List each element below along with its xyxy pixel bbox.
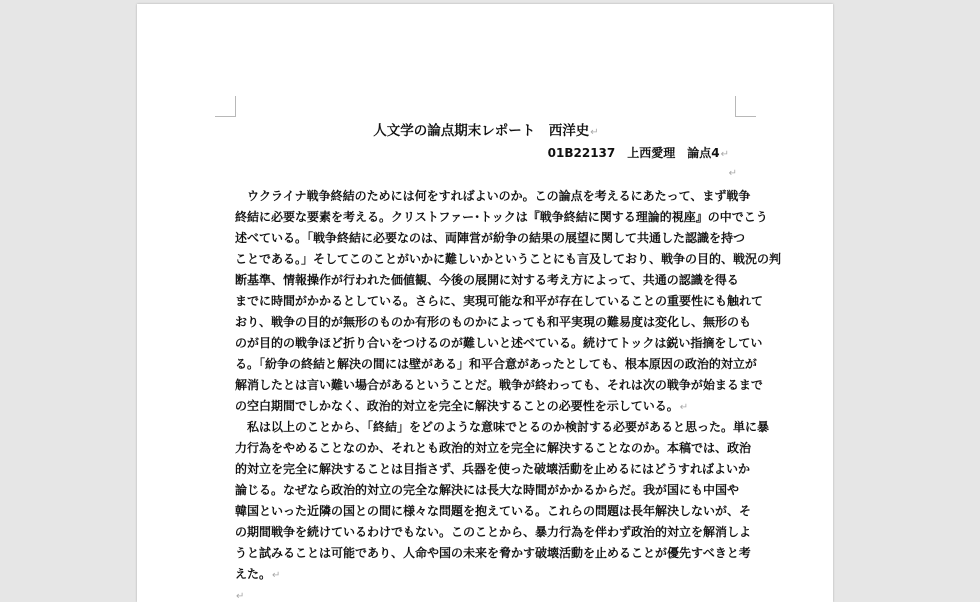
paragraph-mark: ↵ (272, 570, 281, 581)
text-line: うと試みることは可能であり、人命や国の未来を脅かす破壊活動を止めることが優先すべきと考 (235, 546, 751, 560)
text-line: 断基準、情報操作が行われた価値観、今後の展開に対する考え方によって、共通の認識を得る (235, 273, 739, 287)
empty-paragraph (235, 585, 737, 602)
text-line: のが目的の戦争ほど折り合いをつけるのが難しいと述べている。続けてトックは鋭い指摘をしてい (235, 336, 763, 350)
paragraph-1 (235, 181, 782, 417)
text-line-last: えた。↵ (235, 567, 281, 581)
text-line: 述べている。「戦争終結に必要なのは、両陣営が紛争の結果の展望に関して共通した認識を持つ (235, 231, 746, 245)
text-line: 力行為をやめることなのか、それとも政治的対立を完全に解決することなのか。本稿では、政治 (235, 441, 752, 455)
text-line: の期間戦争を続けているわけでもない。このことから、暴力行為を伴わず政治的対立を解消しよ (235, 525, 752, 539)
text-line: 私は以上のことから、「終結」をどのような意味でとるのか検討する必要があると思った。単に暴 (235, 420, 770, 434)
text-line: 解消したとは言い難い場合があるということだ。戦争が終わっても、それは次の戦争が始まるまで (235, 378, 763, 392)
document-page[interactable] (137, 4, 833, 602)
text-line: 終結に必要な要素を考える。クリストファー･トックは『戦争終結に関する理論的視座』の中でこう (235, 210, 768, 224)
paragraph-mark: ↵ (679, 402, 689, 413)
text-line: までに時間がかかるとしている。さらに、実現可能な和平が存在していることの重要性にも触れて (235, 294, 764, 308)
margin-corner-top-left (215, 96, 236, 117)
text-line: る。「紛争の終結と解決の間には壁がある」和平合意があったとしても、根本原因の政治的対立が (235, 357, 757, 371)
text-line: 的対立を完全に解決することは目指さず、兵器を使った破壊活動を止めるにはどうすればよいか (235, 462, 751, 476)
paragraph-mark: ↵ (236, 591, 245, 602)
paragraph-mark: ↵ (590, 127, 599, 138)
text-line: ことである。」そしてこのことがいかに難しいかということにも言及しており、戦争の目的、戦況の判 (235, 252, 782, 266)
document-title: 人文学の論点期末レポート 西洋史↵ (373, 123, 599, 139)
empty-paragraph (235, 164, 737, 181)
text-line: ウクライナ戦争終結のためには何をすればよいのか。この論点を考えるにあたって、まず戦争 (235, 189, 751, 203)
paragraph-mark: ↵ (720, 149, 729, 160)
text-line: 韓国といった近隣の国との間に様々な問題を抱えている。これらの問題は長年解決しないが、そ (235, 504, 752, 518)
text-line: 論じる。なぜなら政治的対立の完全な解決には長大な時間がかかるからだ。我が国にも中国や (235, 483, 740, 497)
paragraph-2 (235, 417, 770, 585)
author-line: 01B22137 上西愛理 論点4↵ (547, 146, 729, 160)
text-line: おり、戦争の目的が無形のものか有形のものかによっても和平実現の難易度は変化し、無形のも (235, 315, 752, 329)
margin-corner-top-right (735, 96, 756, 117)
paragraph-mark: ↵ (728, 168, 737, 179)
document-body[interactable] (235, 119, 782, 602)
text-line-last: の空白期間でしかなく、政治的対立を完全に解決することの必要性を示している。↵ (235, 399, 689, 413)
